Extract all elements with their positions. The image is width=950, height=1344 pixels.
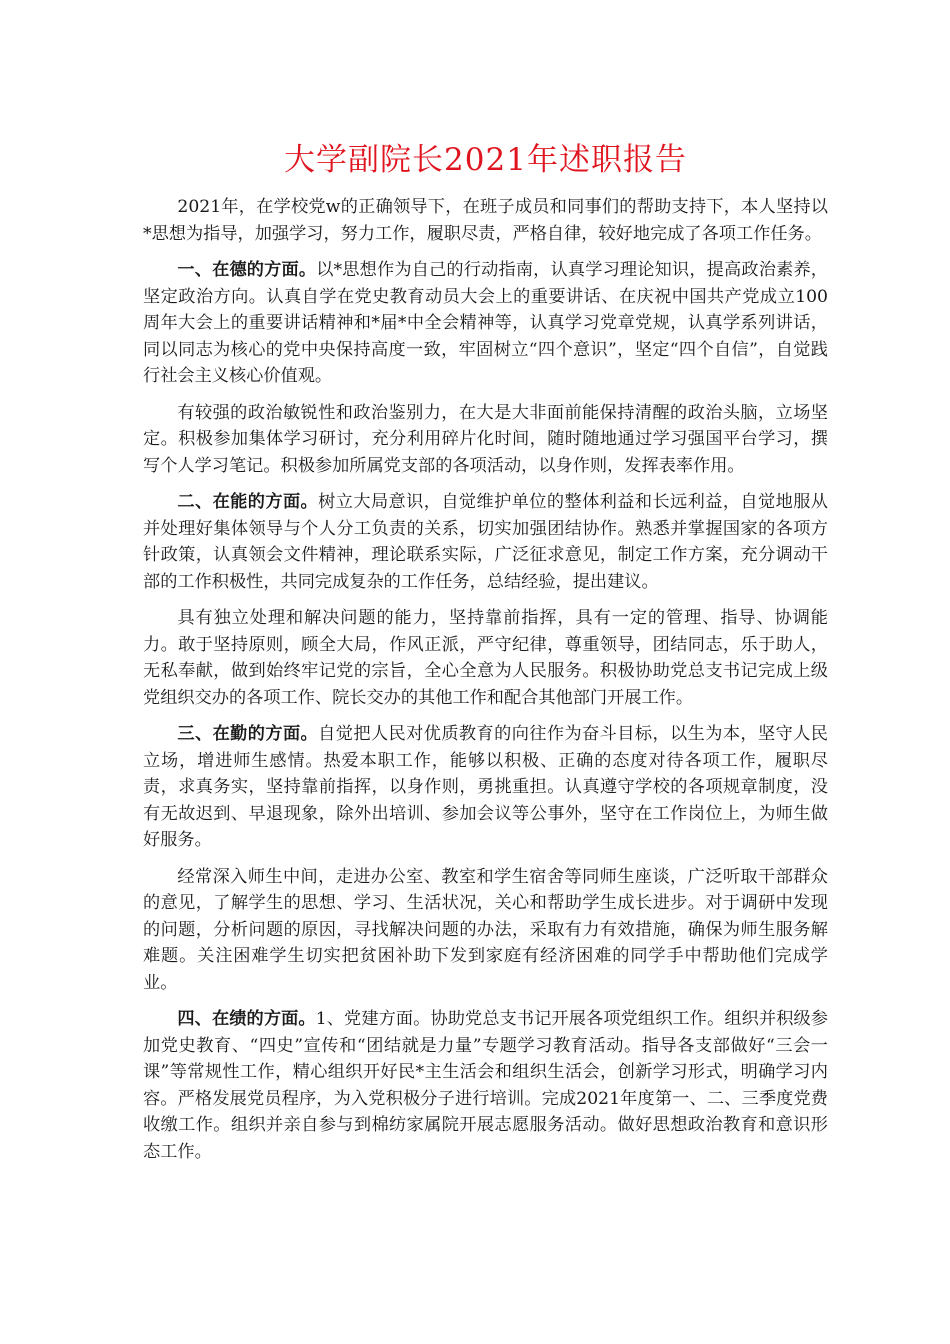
paragraph-lead: 二、在能的方面。	[177, 492, 319, 512]
paragraph-text: 具有独立处理和解决问题的能力，坚持靠前指挥，具有一定的管理、指导、协调能力。敢于坚持原则，顾全大局，作风正派，严守纪律，尊重领导，团结同志，乐于助人，无私奉献，做到始终牢记党的宗旨，全心全意为人民服务。积极协助党总支书记完成上级党组织交办的各项工作、院长交办的其他工作和配合其他部门开展工作。	[143, 608, 828, 708]
paragraph-text: 1、党建方面。协助党总支书记开展各项党组织工作。组织并积级参加党史教育、“四史”宣传和“团结就是力量”专题学习教育活动。指导各支部做好“三会一课”等常规性工作，精心组织开好民*主生活会和组织生活会，创新学习形式，明确学习内容。严格发展党员程序，为入党积极分子进行培训。完成2021年度第一、二、三季度党费收缴工作。组织并亲自参与到棉纺家属院开展志愿服务活动。做好思想政治教育和意识形态工作。	[143, 1009, 828, 1162]
paragraph-achievements	[143, 1006, 828, 1165]
paragraph-morality-continued	[143, 400, 828, 480]
paragraph-text: 自觉把人民对优质教育的向往作为奋斗目标，以生为本，坚守人民立场，增进师生感情。热爱本职工作，能够以积极、正确的态度对待各项工作，履职尽责，求真务实，坚持靠前指挥，以身作则，勇挑重担。认真遵守学校的各项规章制度，没有无故迟到、早退现象，除外出培训、参加会议等公事外，坚守在工作岗位上，为师生做好服务。	[143, 724, 828, 850]
paragraph-diligence-continued	[143, 864, 828, 997]
paragraph-text: 经常深入师生中间，走进办公室、教室和学生宿舍等同师生座谈，广泛听取干部群众的意见，了解学生的思想、学习、生活状况，关心和帮助学生成长进步。对于调研中发现的问题，分析问题的原因，寻找解决问题的办法，采取有力有效措施，确保为师生服务解难题。关注困难学生切实把贫困补助下发到家庭有经济困难的同学手中帮助他们完成学业。	[143, 866, 828, 993]
paragraph-morality	[143, 257, 828, 390]
paragraph-intro	[143, 194, 828, 247]
paragraph-text: 以*思想作为自己的行动指南，认真学习理论知识，提高政治素养，坚定政治方向。认真自学在党史教育动员大会上的重要讲话、在庆祝中国共产党成立100周年大会上的重要讲话精神和*届*中全会精神等，认真学习党章党规，认真学系列讲话，同以同志为核心的党中央保持高度一致，牢固树立“四个意识”，坚定“四个自信”，自觉践行社会主义核心价值观。	[143, 260, 828, 386]
paragraph-ability	[143, 489, 828, 595]
paragraph-diligence	[143, 721, 828, 854]
paragraph-lead: 四、在绩的方面。	[177, 1009, 316, 1029]
paragraph-text: 树立大局意识，自觉维护单位的整体利益和长远利益，自觉地服从并处理好集体领导与个人分工负责的关系，切实加强团结协作。熟悉并掌握国家的各项方针政策，认真领会文件精神，理论联系实际，广泛征求意见，制定工作方案，充分调动干部的工作积极性，共同完成复杂的工作任务，总结经验，提出建议。	[143, 492, 828, 592]
paragraph-text: 有较强的政治敏锐性和政治鉴别力，在大是大非面前能保持清醒的政治头脑，立场坚定。积极参加集体学习研讨，充分利用碎片化时间，随时随地通过学习强国平台学习，撰写个人学习笔记。积极参加所属党支部的各项活动，以身作则，发挥表率作用。	[143, 402, 828, 476]
paragraph-ability-continued	[143, 605, 828, 711]
paragraph-text: 2021年，在学校党w的正确领导下，在班子成员和同事们的帮助支持下，本人坚持以*思想为指导，加强学习，努力工作，履职尽责，严格自律，较好地完成了各项工作任务。	[143, 197, 828, 244]
document-title: 大学副院长2021年述职报告	[284, 142, 687, 178]
paragraph-lead: 三、在勤的方面。	[177, 724, 319, 744]
paragraph-lead: 一、在德的方面。	[177, 260, 317, 280]
